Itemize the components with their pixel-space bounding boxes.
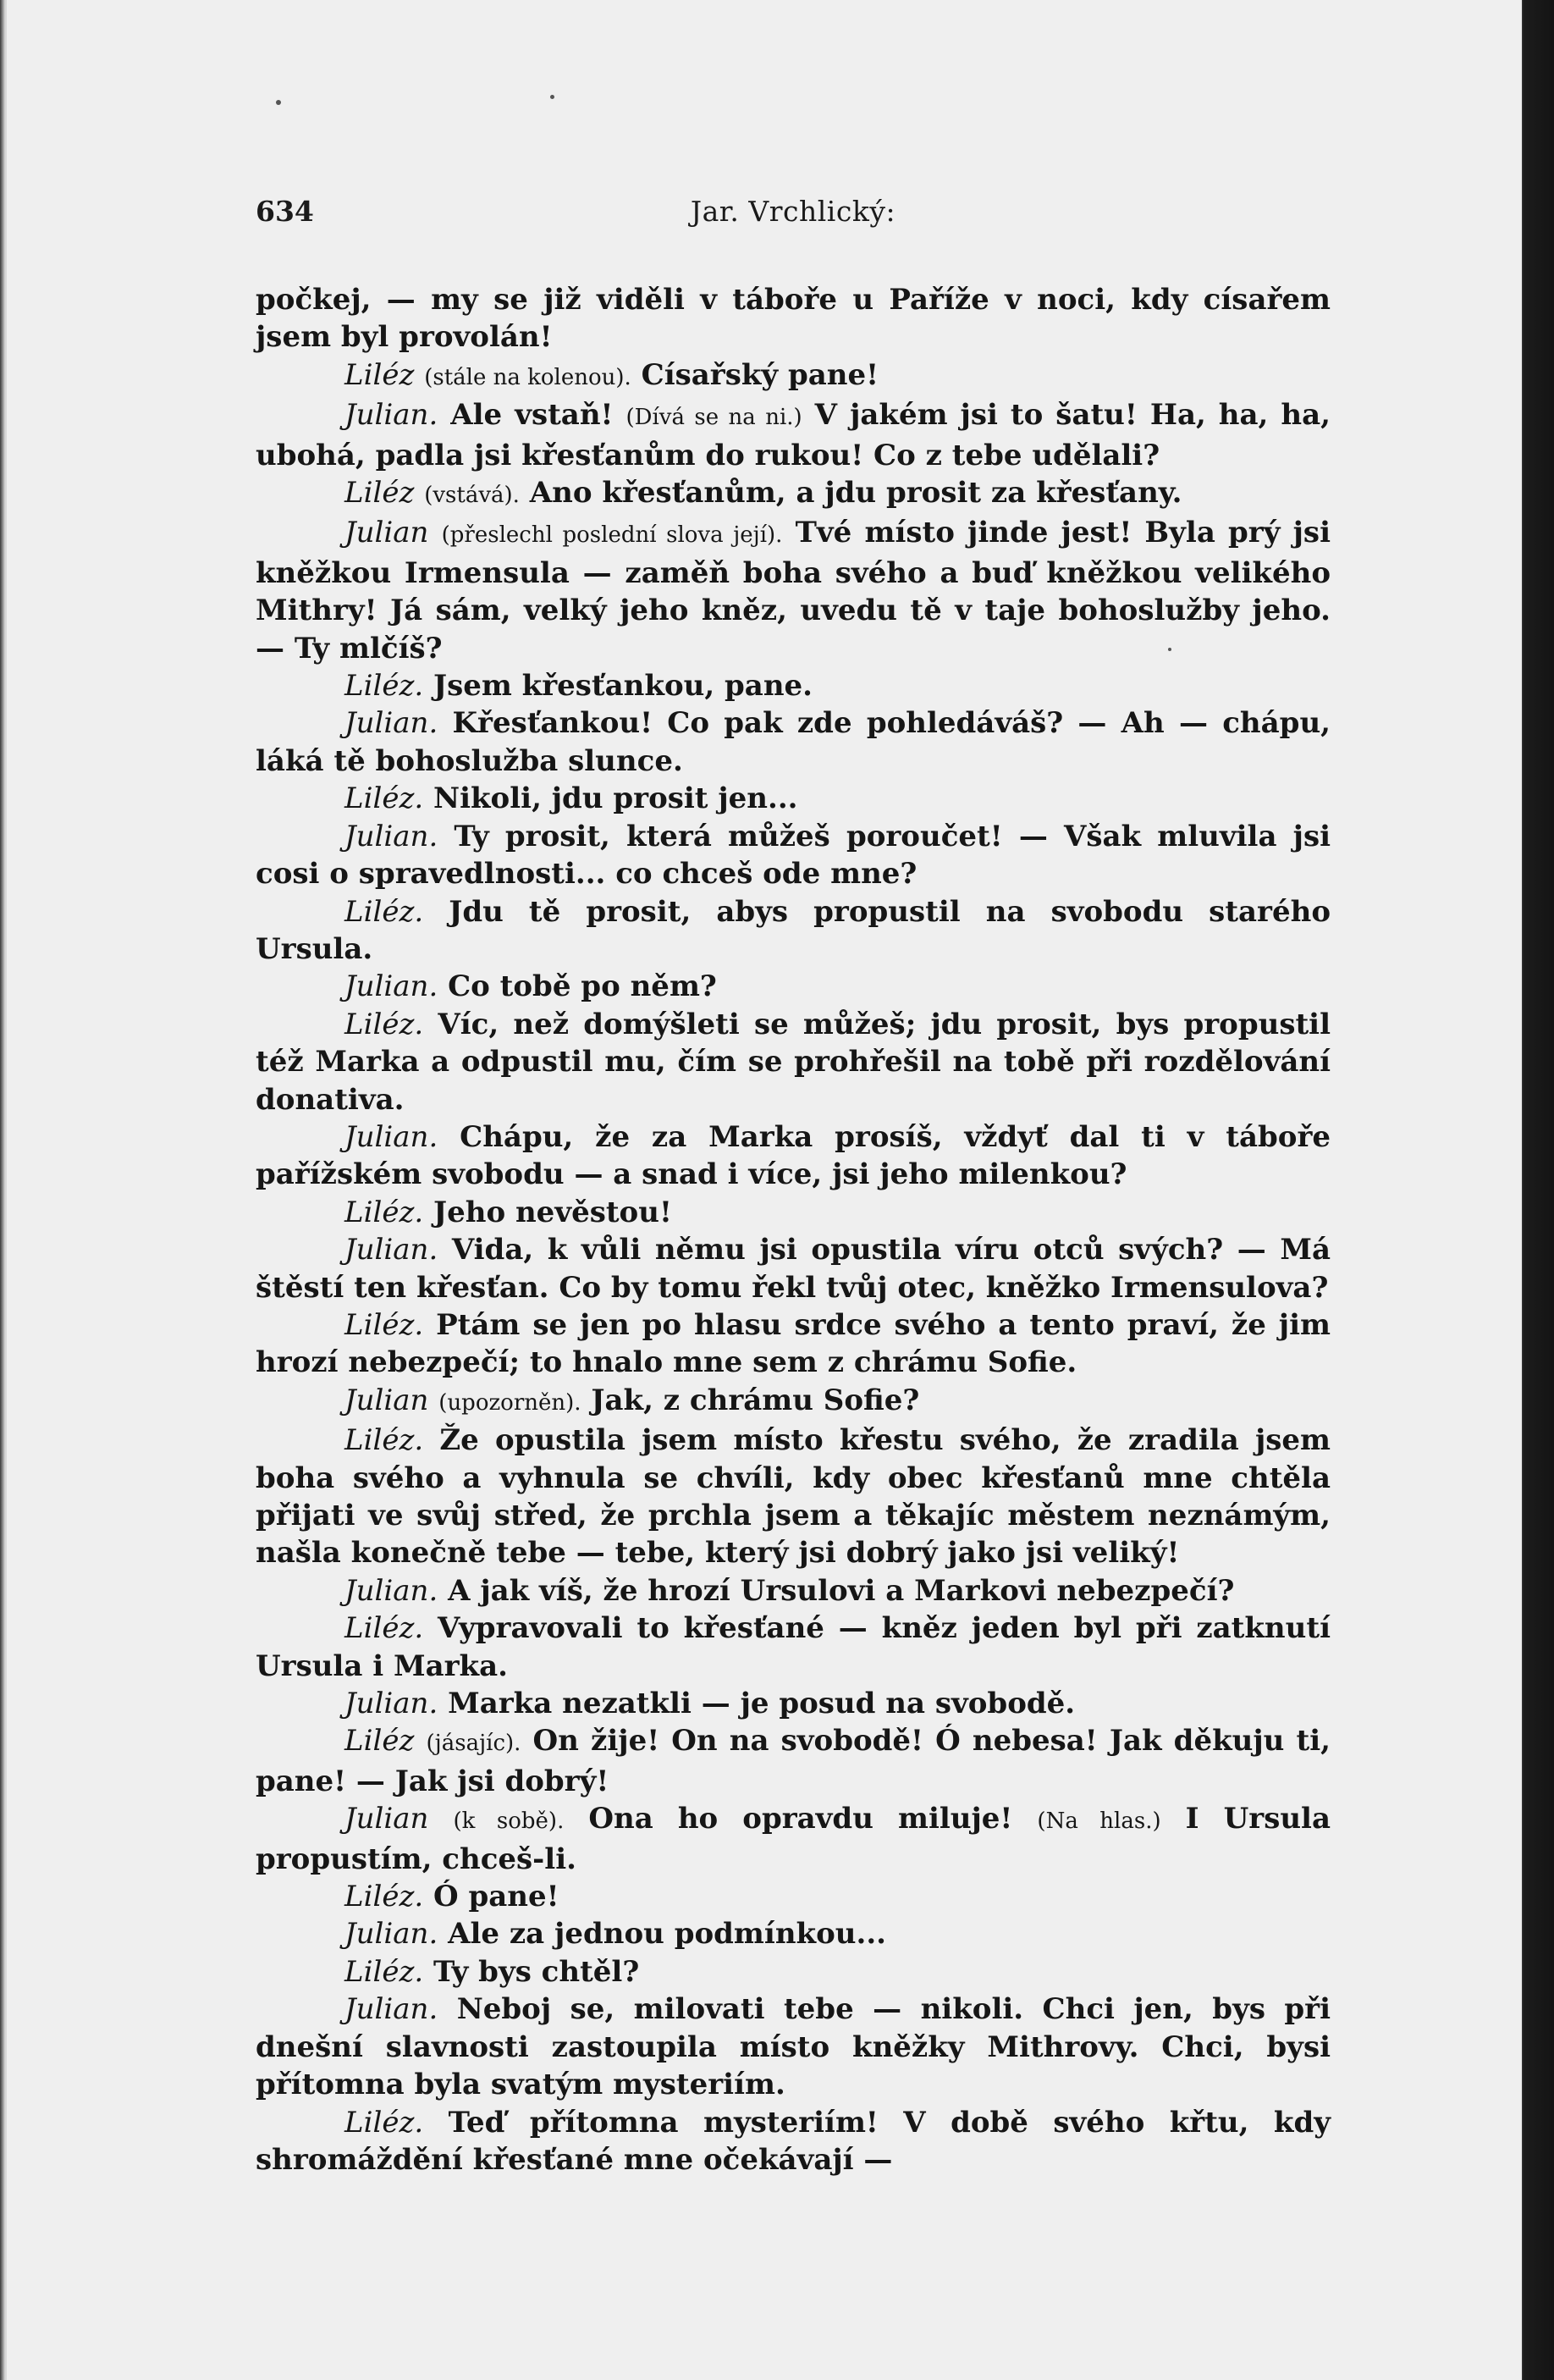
stage-direction: (Dívá se na ni.) bbox=[625, 405, 802, 431]
text-body bbox=[256, 281, 1331, 2178]
speaker-name: Liléz. bbox=[344, 781, 424, 816]
stage-direction: (jásajíc). bbox=[426, 1731, 521, 1757]
page-number: 634 bbox=[256, 195, 314, 228]
dialogue-text bbox=[428, 1383, 438, 1417]
dialogue-text: Chápu, že za Marka prosíš, vždyť dal ti v táboře pařížském svobodu — a snad i více, jsi jeho milenkou? bbox=[256, 1119, 1331, 1192]
stage-direction: (k sobě). bbox=[453, 1808, 565, 1835]
speaker-name: Julian bbox=[344, 1383, 429, 1417]
running-header bbox=[256, 195, 1331, 237]
speaker-name: Liléz. bbox=[344, 669, 424, 704]
speaker-name: Liléz bbox=[344, 476, 415, 511]
paragraph bbox=[256, 1422, 1331, 1572]
speaker-name: Liléz bbox=[344, 1724, 415, 1759]
paragraph bbox=[256, 780, 1331, 817]
dialogue-text: Že opustila jsem místo křestu svého, že zradila jsem boha svého a vyhnula se chvíli, kdy obec křesťanů mne chtěla přijati ve svůj střed, že prchla jsem a těkajíc městem neznámým, našla konečně tebe — tebe, který jsi dobrý jako jsi veliký! bbox=[256, 1423, 1331, 1571]
dialogue-text: Ó pane! bbox=[423, 1880, 559, 1914]
paragraph bbox=[256, 1382, 1331, 1422]
paragraph bbox=[256, 281, 1331, 356]
speaker-name: Liléz. bbox=[344, 1423, 424, 1458]
paragraph bbox=[256, 704, 1331, 780]
speaker-name: Julian bbox=[344, 1802, 429, 1836]
speck bbox=[276, 100, 281, 105]
paragraph bbox=[256, 514, 1331, 667]
dialogue-text: Křesťankou! Co pak zde pohledáváš? — Ah — chápu, láká tě bohoslužba slunce. bbox=[256, 706, 1331, 778]
speaker-name: Julian. bbox=[344, 1992, 438, 2027]
dialogue-text: Ty bys chtěl? bbox=[423, 1954, 640, 1989]
dialogue-text: počkej, — my se již viděli v táboře u Paříže v noci, kdy císařem jsem byl provolán! bbox=[256, 283, 1331, 355]
paragraph bbox=[256, 396, 1331, 474]
dialogue-text: Jeho nevěstou! bbox=[423, 1195, 672, 1229]
dialogue-text: Ale vstaň! bbox=[438, 398, 626, 433]
dialogue-text: Neboj se, milovati tebe — nikoli. Chci jen, bys při dnešní slavnosti zastoupila místo kněžky Mithrovy. Chci, bysi přítomna byla svatým mysteriím. bbox=[256, 1992, 1331, 2102]
paragraph bbox=[256, 1610, 1331, 1685]
dialogue-text: Víc, než domýšleti se můžeš; jdu prosit, bys propustil též Marka a odpustil mu, čím se prohřešil na tobě při rozdělování donativa. bbox=[256, 1007, 1331, 1117]
paragraph bbox=[256, 968, 1331, 1005]
paragraph bbox=[256, 1800, 1331, 1878]
dialogue-text bbox=[414, 1724, 426, 1758]
speaker-name: Julian. bbox=[344, 706, 438, 741]
speck bbox=[550, 95, 554, 99]
speaker-name: Julian bbox=[344, 516, 429, 550]
paragraph bbox=[256, 1878, 1331, 1915]
dialogue-text: Ptám se jen po hlasu srdce svého a tento praví, že jim hrozí nebezpečí; to hnalo mne sem z chrámu Sofie. bbox=[256, 1307, 1331, 1380]
paragraph bbox=[256, 1572, 1331, 1610]
stage-direction: (vstává). bbox=[424, 483, 520, 509]
paragraph bbox=[256, 1118, 1331, 1194]
speaker-name: Liléz. bbox=[344, 2105, 424, 2140]
speaker-name: Julian. bbox=[344, 819, 438, 853]
paragraph bbox=[256, 1194, 1331, 1231]
dialogue-text bbox=[428, 516, 441, 549]
paragraph bbox=[256, 1991, 1331, 2103]
dialogue-text: Co tobě po něm? bbox=[438, 969, 717, 1004]
dialogue-text: A jak víš, že hrozí Ursulovi a Markovi nebezpečí? bbox=[438, 1573, 1235, 1608]
speaker-name: Liléz. bbox=[344, 1007, 424, 1041]
speaker-name: Julian. bbox=[344, 1233, 438, 1267]
paragraph bbox=[256, 1953, 1331, 1991]
paragraph bbox=[256, 818, 1331, 893]
speaker-name: Julian. bbox=[344, 1119, 438, 1154]
stage-direction: (upozorněn). bbox=[438, 1389, 581, 1416]
speaker-name: Julian. bbox=[344, 1573, 438, 1608]
paragraph bbox=[256, 1006, 1331, 1118]
dialogue-text bbox=[414, 358, 424, 392]
stage-direction: (přeslechl poslední slova její). bbox=[441, 522, 783, 549]
dialogue-text: Ona ho opravdu miluje! bbox=[564, 1802, 1038, 1836]
dialogue-text: Ty prosit, která můžeš poroučet! — Však mluvila jsi cosi o spravedlnosti... co chceš ode mne? bbox=[256, 819, 1331, 892]
paragraph bbox=[256, 667, 1331, 704]
speaker-name: Liléz. bbox=[344, 1880, 424, 1914]
speaker-name: Liléz. bbox=[344, 894, 424, 929]
dialogue-text: Jsem křesťankou, pane. bbox=[423, 669, 813, 704]
paragraph bbox=[256, 1306, 1331, 1382]
dialogue-text: Nikoli, jdu prosit jen... bbox=[423, 781, 798, 816]
dialogue-text: Vypravovali to křesťané — kněz jeden byl při zatknutí Ursula i Marka. bbox=[256, 1611, 1331, 1683]
dialogue-text: Marka nezatkli — je posud na svobodě. bbox=[438, 1687, 1076, 1721]
dialogue-text: V jakém jsi to šatu! Ha, ha, ha, ubohá, padla jsi křesťanům do rukou! Co z tebe udělali? bbox=[256, 398, 1331, 472]
dialogue-text: Vida, k vůli němu jsi opustila víru otců svých? — Má štěstí ten křesťan. Co by tomu řekl tvůj otec, kněžko Irmensulova? bbox=[256, 1233, 1331, 1305]
dialogue-text: Jak, z chrámu Sofie? bbox=[581, 1383, 920, 1417]
dialogue-text bbox=[414, 476, 424, 510]
dialogue-text: Jdu tě prosit, abys propustil na svobodu starého Ursula. bbox=[256, 894, 1331, 966]
paragraph bbox=[256, 474, 1331, 514]
speaker-name: Liléz. bbox=[344, 1954, 424, 1989]
speaker-name: Liléz. bbox=[344, 1611, 424, 1646]
speaker-name: Liléz. bbox=[344, 1195, 424, 1229]
running-title: Jar. Vrchlický: bbox=[690, 195, 896, 228]
paragraph bbox=[256, 1722, 1331, 1800]
dialogue-text: On žije! On na svobodě! Ó nebesa! Jak děkuju ti, pane! — Jak jsi dobrý! bbox=[256, 1724, 1331, 1798]
dialogue-text: Císařský pane! bbox=[631, 357, 879, 392]
dialogue-text: I Ursula propustím, chceš-li. bbox=[256, 1802, 1331, 1876]
paragraph bbox=[256, 356, 1331, 396]
dialogue-text: Tvé místo jinde jest! Byla prý jsi kněžkou Irmensula — zaměň boha svého a buď kněžkou velikého Mithry! Já sám, velký jeho kněz, uvedu tě v taje bohoslužby jeho. — Ty mlčíš? bbox=[256, 516, 1331, 665]
dialogue-text: Ale za jednou podmínkou... bbox=[438, 1917, 887, 1952]
speaker-name: Liléz bbox=[344, 357, 415, 392]
dialogue-text: Teď přítomna mysteriím! V době svého křtu, kdy shromáždění křesťané mne očekávají — bbox=[256, 2105, 1331, 2177]
stage-direction: (stále na kolenou). bbox=[424, 364, 631, 390]
stage-direction: (Na hlas.) bbox=[1037, 1808, 1161, 1835]
speaker-name: Julian. bbox=[344, 1687, 438, 1721]
paragraph bbox=[256, 2104, 1331, 2179]
speaker-name: Liléz. bbox=[344, 1307, 424, 1342]
dialogue-text bbox=[428, 1802, 453, 1836]
paragraph bbox=[256, 1231, 1331, 1306]
paragraph bbox=[256, 893, 1331, 969]
speaker-name: Julian. bbox=[344, 398, 438, 433]
speaker-name: Julian. bbox=[344, 1917, 438, 1952]
dialogue-text: Ano křesťanům, a jdu prosit za křesťany. bbox=[519, 476, 1182, 511]
paragraph bbox=[256, 1685, 1331, 1722]
paragraph bbox=[256, 1915, 1331, 1952]
speaker-name: Julian. bbox=[344, 969, 438, 1004]
